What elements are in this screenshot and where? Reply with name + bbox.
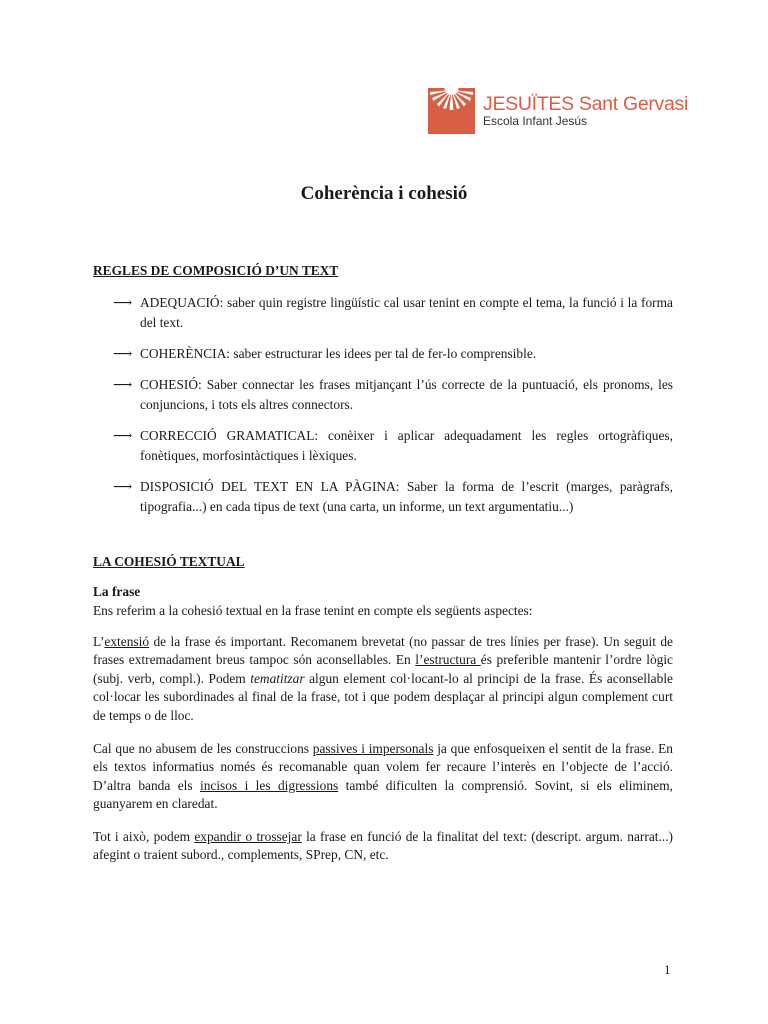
arrow-right-icon: ⟶ — [113, 377, 133, 392]
intro-paragraph: Ens referim a la cohesió textual en la frase tenint en compte els següents aspectes: — [93, 603, 533, 618]
section-heading-cohesion: LA COHESIÓ TEXTUAL — [93, 554, 245, 569]
page-title: Coherència i cohesió — [300, 183, 468, 204]
list-item — [113, 344, 673, 364]
logo-text — [483, 94, 688, 128]
arrow-right-icon: ⟶ — [113, 346, 133, 361]
list-item — [113, 426, 673, 466]
arrow-right-icon: ⟶ — [113, 479, 133, 494]
list-item — [113, 477, 673, 517]
arrow-right-icon: ⟶ — [113, 295, 133, 310]
section-heading-rules: REGLES DE COMPOSICIÓ D’UN TEXT — [93, 263, 339, 278]
subheading-frase: La frase — [93, 584, 141, 599]
list-item-text: COHESIÓ: Saber connectar les frases mitjançant l’ús correcte de la puntuació, els pronoms, les conjuncions, i tots els altres connectors. — [140, 377, 673, 412]
paragraph-expand: Tot i això, podem expandir o trossejar la frase en funció de la finalitat del text: (descript. argum. narrat...) afegint o traient subord., complements, SPrep, CN, etc. — [93, 829, 673, 863]
school-logo — [428, 88, 688, 134]
rules-list — [113, 293, 673, 528]
logo-subtitle: Escola Infant Jesús — [483, 114, 588, 128]
arrow-right-icon: ⟶ — [113, 428, 133, 443]
paragraph-passives: Cal que no abusem de les construccions passives i impersonals ja que enfosqueixen el sentit de la frase. En els textos informatius només és recomanable quan volem fer recaure l’interès en l’objecte de l’acció. D’altra banda els incisos i les digressions també dificulten la comprensió. Sovint, si els eliminem, guanyarem en claredat. — [93, 741, 674, 812]
list-item — [113, 375, 673, 415]
list-item-text: DISPOSICIÓ DEL TEXT EN LA PÀGINA: Saber la forma de l’escrit (marges, paràgrafs, tipografia...) en cada tipus de text (una carta, un informe, un text argumentatiu...) — [140, 479, 673, 514]
list-item — [113, 293, 673, 333]
page-number: 1 — [664, 962, 671, 977]
paragraph-extension: L’extensió de la frase és important. Recomanem brevetat (no passar de tres línies per frase). Un seguit de frases extremadament breus tampoc són aconsellables. En l’estructura és preferible mantenir l’ordre lògic (subj. verb, compl.). Podem tematitzar algun element col·locant-lo al principi de la frase. És aconsellable col·locar les subordinades al final de la frase, tot i que podem desplaçar al principi algun complement curt de temps o de lloc. — [93, 634, 673, 723]
list-item-text: CORRECCIÓ GRAMATICAL: conèixer i aplicar adequadament les regles ortogràfiques, fonètiques, morfosintàctiques i lèxiques. — [140, 428, 673, 463]
logo-school-name: JESUÏTES Sant Gervasi — [483, 93, 689, 115]
sunburst-logo-icon — [428, 88, 475, 134]
list-item-text: ADEQUACIÓ: saber quin registre lingüístic cal usar tenint en compte el tema, la funció i la forma del text. — [140, 295, 673, 330]
list-item-text: COHERÈNCIA: saber estructurar les idees per tal de fer-lo comprensible. — [140, 346, 537, 361]
